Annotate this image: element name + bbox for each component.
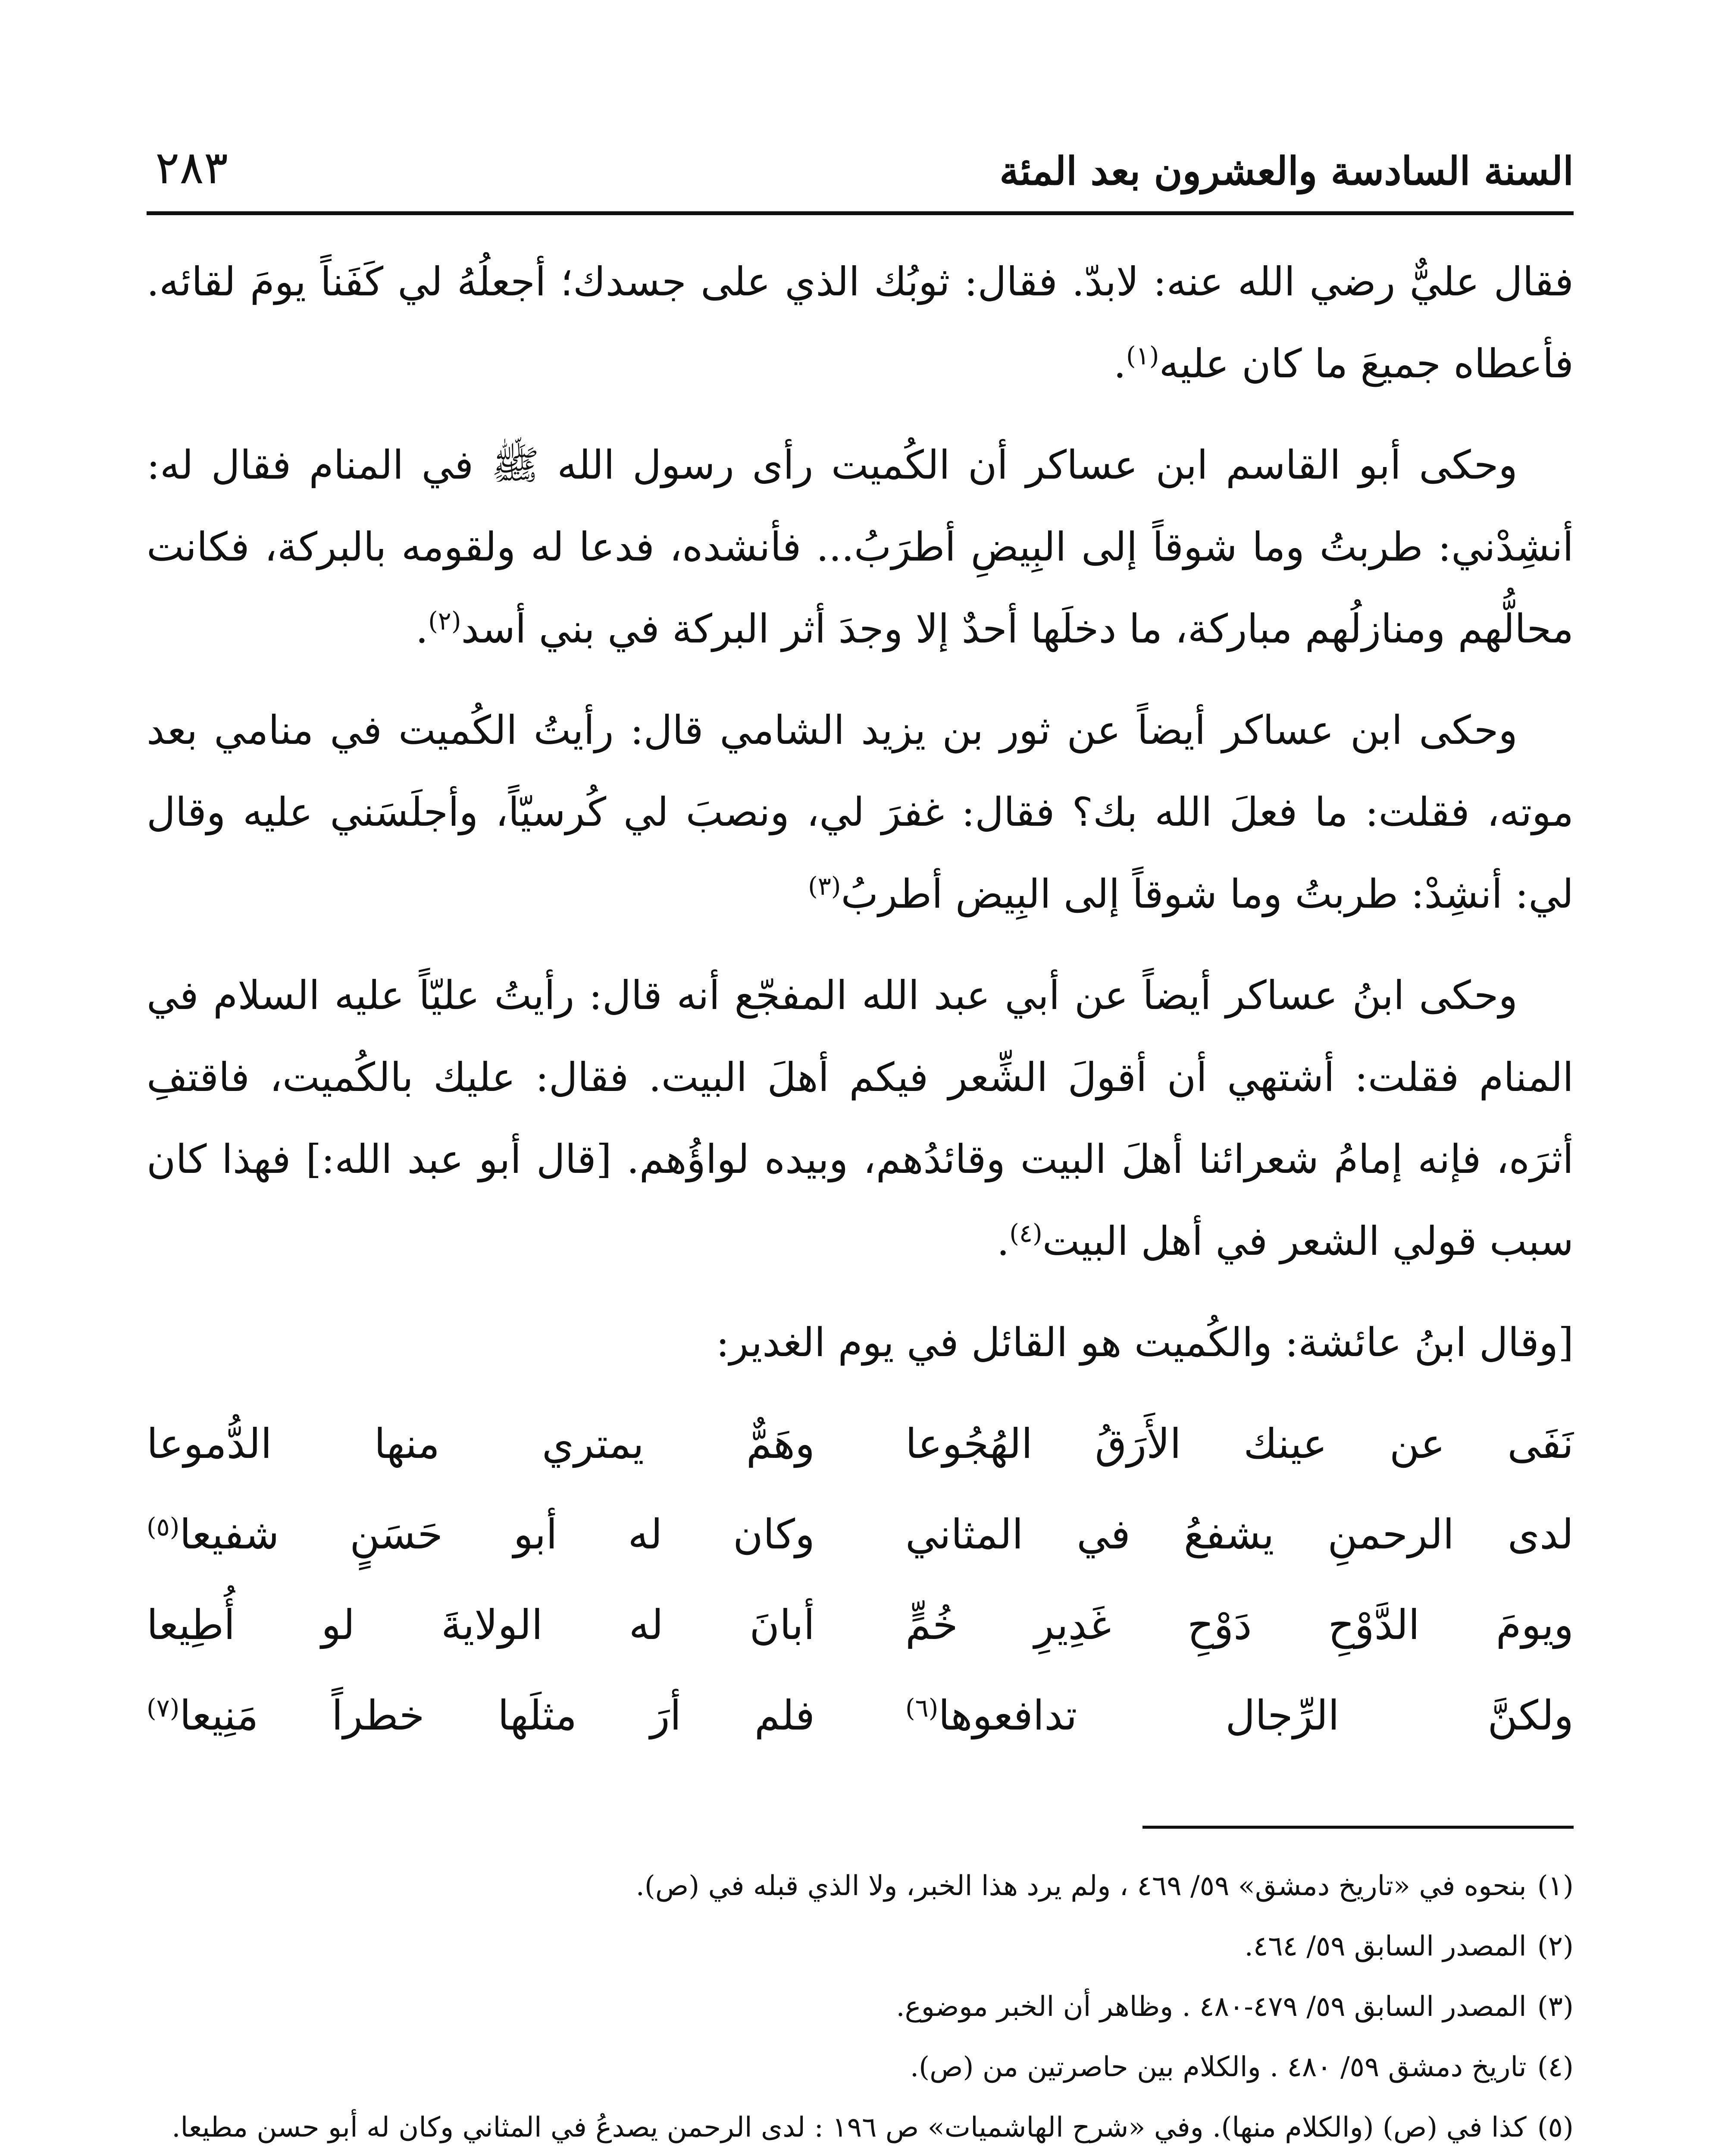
main-text: [147, 241, 1574, 1761]
footnote-ref: (٢): [428, 606, 461, 636]
page-number: ٢٨٣: [155, 141, 228, 194]
footnote-ref: (١): [1126, 341, 1159, 370]
second-hemistich: فلم أرَ مثلَها خطراً مَنِيعا$^{(٧)}$: [147, 1692, 815, 1739]
footnote-ref: (٤): [1009, 1219, 1042, 1248]
second-hemistich: وهَمٌّ يمتري منها الدُّموعا: [147, 1420, 815, 1468]
footnote-ref: (٦): [905, 1693, 939, 1723]
book-page: [147, 129, 1574, 2156]
footnote: (٤) تاريخ دمشق ٥٩/ ٤٨٠ . والكلام بين حاصرتين من (ص).: [910, 2051, 1574, 2083]
running-title: السنة السادسة والعشرون بعد المئة: [999, 148, 1574, 194]
first-hemistich: ويومَ الدَّوْحِ دَوْحِ غَدِيرِ خُمٍّ: [905, 1601, 1574, 1649]
footnotes: [147, 1826, 1574, 2156]
footnote: (٣) المصدر السابق ٥٩/ ٤٧٩-٤٨٠ . وظاهر أن الخبر موضوع.: [896, 1991, 1574, 2023]
page-header: [147, 129, 1574, 215]
first-hemistich: نَفَى عن عينك الأَرَقُ الهُجُوعا: [905, 1420, 1574, 1468]
poem-intro: [وقال ابنُ عائشة: والكُميت هو القائل في يوم الغدير:: [716, 1319, 1574, 1366]
footnote: (١) بنحوه في «تاريخ دمشق» ٥٩/ ٤٦٩ ، ولم يرد هذا الخبر، ولا الذي قبله في (ص).: [635, 1870, 1574, 1902]
footnote-divider: [1142, 1826, 1574, 1829]
paragraph: فقال عليٌّ رضي الله عنه: لابدّ. فقال: ثوبُك الذي على جسدك؛ أجعلُهُ لي كَفَناً يومَ لقائه. فأعطاه جميعَ ما كان عليه$^{(١)}$.: [147, 259, 1574, 387]
poem-verse: [147, 1580, 1574, 1670]
footnote-ref: (٥): [147, 1512, 180, 1542]
paragraph: وحكى ابن عساكر أيضاً عن ثور بن يزيد الشامي قال: رأيتُ الكُميت في منامي بعد موته، فقلت: ما فعلَ الله بك؟ فقال: غفرَ لي، ونصبَ لي كُرسيّاً، وأجلَسَني عليه وقال لي: أنشِدْ: طربتُ وما شوقاً إلى البِيض أطربُ$^{(٣)}$: [147, 707, 1574, 917]
poem: [147, 1399, 1574, 1761]
first-hemistich: ولكنَّ الرِّجال تدافعوها$^{(٦)}$: [905, 1692, 1574, 1739]
footnote-ref: (٧): [147, 1693, 180, 1723]
second-hemistich: وكان له أبو حَسَنٍ شفيعا$^{(٥)}$: [147, 1511, 815, 1558]
footnote: (٢) المصدر السابق ٥٩/ ٤٦٤.: [1244, 1930, 1574, 1962]
paragraph: وحكى ابنُ عساكر أيضاً عن أبي عبد الله المفجّع أنه قال: رأيتُ عليّاً عليه السلام في المنام فقلت: أشتهي أن أقولَ الشِّعر فيكم أهلَ البيت. فقال: عليك بالكُميت، فاقتفِ أثرَه، فإنه إمامُ شعرائنا أهلَ البيت وقائدُهم، وبيده لواؤُهم. [قال أبو عبد الله:] فهذا كان سبب قولي الشعر في أهل البيت$^{(٤)}$.: [147, 972, 1574, 1264]
footnote: (٥) كذا في (ص) (والكلام منها). وفي «شرح الهاشميات» ص ١٩٦ : لدى الرحمن يصدعُ في المثاني وكان له أبو حسن مطيعا.: [172, 2112, 1574, 2143]
poem-verse: [147, 1670, 1574, 1761]
paragraph: وحكى أبو القاسم ابن عساكر أن الكُميت رأى رسول الله ﷺ في المنام فقال له: أنشِدْني: طربتُ وما شوقاً إلى البِيضِ أطرَبُ... فأنشده، فدعا له ولقومه بالبركة، فكانت محالُّهم ومنازلُهم مباركة، ما دخلَها أحدٌ إلا وجدَ أثر البركة في بني أسد$^{(٢)}$.: [147, 442, 1574, 652]
second-hemistich: أبانَ له الولايةَ لو أُطِيعا: [147, 1601, 815, 1649]
poem-verse: [147, 1489, 1574, 1580]
footnote-ref: (٣): [808, 871, 841, 901]
poem-verse: [147, 1399, 1574, 1489]
first-hemistich: لدى الرحمنِ يشفعُ في المثاني: [905, 1511, 1574, 1558]
